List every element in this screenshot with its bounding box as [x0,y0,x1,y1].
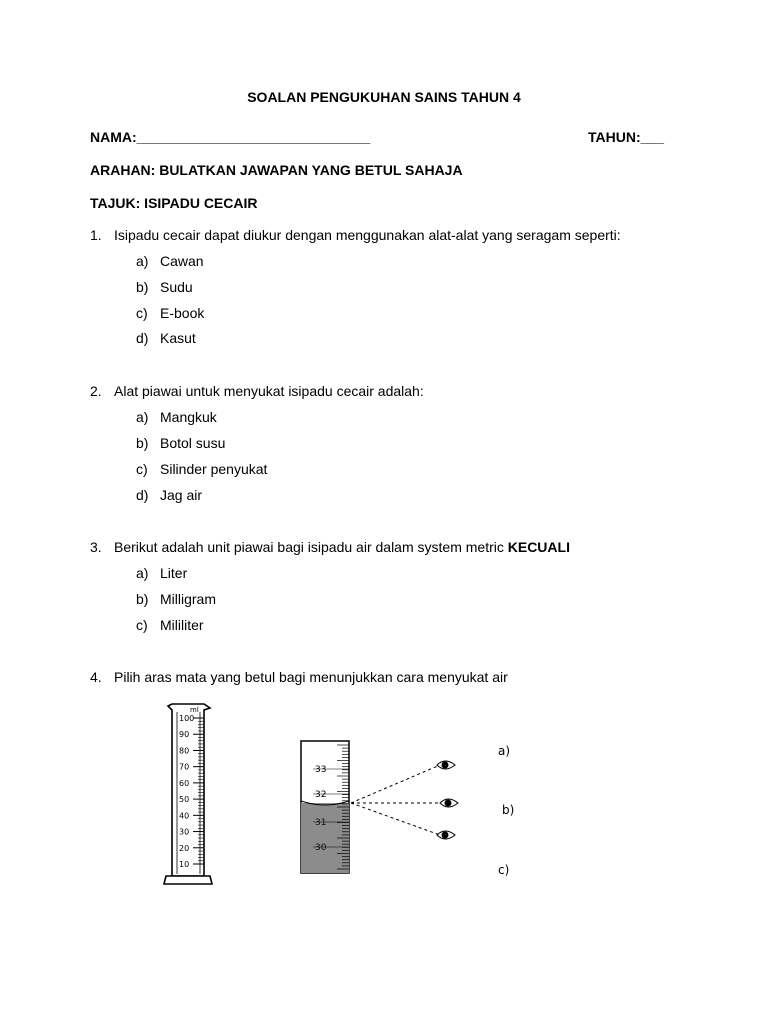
question-1-option-d[interactable] [136,330,196,346]
question-emphasis: KECUALI [507,539,570,555]
eye-icon [440,799,458,807]
eye-icon [437,761,455,769]
question-number: 2. [90,383,102,399]
cylinder-tick-label: 100 [179,714,195,723]
question-3 [90,539,570,555]
cylinder-tick-label: 70 [179,762,190,772]
cylinder-tick-label: 80 [179,746,190,756]
option-letter: c) [136,461,148,477]
question-3-option-a[interactable] [136,565,187,581]
name-field-label[interactable]: NAMA:______________________________ [90,129,371,145]
option-letter: d) [136,487,149,503]
question-number: 3. [90,539,102,555]
topic-text: TAJUK: ISIPADU CECAIR [90,195,258,211]
cylinder-tick-label: 30 [179,827,190,837]
sight-line-a [351,765,440,803]
cylinder-tick-label: 60 [179,778,190,788]
zoom-tick-label: 31 [315,818,327,828]
question-number: 4. [90,669,102,685]
option-text: Kasut [160,330,196,346]
option-text: Mililiter [160,617,204,633]
cylinder-base [164,876,212,884]
eye-option-c[interactable]: c) [498,863,510,877]
option-text: Silinder penyukat [160,461,268,477]
question-3-option-b[interactable] [136,591,216,607]
option-letter: d) [136,330,149,346]
option-text: Milligram [160,591,216,607]
page-title: SOALAN PENGUKUHAN SAINS TAHUN 4 [247,89,521,105]
cylinder-unit-label: ml [190,706,199,714]
question-1-option-b[interactable] [136,279,193,295]
eye-option-b[interactable]: b) [502,803,515,817]
option-text: Jag air [160,487,203,503]
question-2-option-a[interactable] [136,409,217,425]
option-letter: b) [136,591,149,607]
option-letter: a) [136,565,149,581]
question-1-option-c[interactable] [136,305,204,321]
question-text: Berikut adalah unit piawai bagi isipadu air dalam system metric [114,539,508,555]
zoom-tick-label: 33 [315,765,327,775]
zoom-tick-label: 30 [315,843,327,853]
question-2-option-c[interactable] [136,461,267,477]
option-letter: a) [136,409,149,425]
cylinder-tick-label: 90 [179,730,190,740]
zoom-tick-label: 32 [315,790,327,800]
option-letter: a) [136,253,149,269]
option-letter: c) [136,617,148,633]
cylinder-tick-label: 10 [179,860,190,869]
question-3-option-c[interactable] [136,617,204,633]
eye-level-figure [295,735,465,880]
option-text: E-book [160,305,205,321]
option-text: Mangkuk [160,409,217,425]
option-letter: c) [136,305,148,321]
cylinder-tick-label: 40 [179,811,190,821]
eye-icon [437,831,455,839]
question-2 [90,383,424,399]
option-text: Botol susu [160,435,226,451]
option-text: Sudu [160,279,193,295]
question-1 [90,227,621,243]
eye-option-a[interactable]: a) [498,744,511,758]
year-field-label[interactable]: TAHUN:___ [588,129,664,145]
option-letter: b) [136,435,149,451]
sight-line-c [351,803,440,835]
option-text: Liter [160,565,188,581]
option-text: Cawan [160,253,204,269]
cylinder-tick-label: 50 [179,795,190,805]
question-4 [90,669,508,685]
question-number: 1. [90,227,102,243]
option-letter: b) [136,279,149,295]
measuring-cylinder-figure [160,698,230,890]
question-text: Pilih aras mata yang betul bagi menunjukkan cara menyukat air [114,669,508,685]
question-2-option-b[interactable] [136,435,225,451]
cylinder-tick-label: 20 [179,843,190,853]
question-text: Alat piawai untuk menyukat isipadu cecair adalah: [114,383,424,399]
question-1-option-a[interactable] [136,253,204,269]
question-text: Isipadu cecair dapat diukur dengan menggunakan alat-alat yang seragam seperti: [114,227,621,243]
question-2-option-d[interactable] [136,487,202,503]
instruction-text: ARAHAN: BULATKAN JAWAPAN YANG BETUL SAHAJA [90,162,463,178]
